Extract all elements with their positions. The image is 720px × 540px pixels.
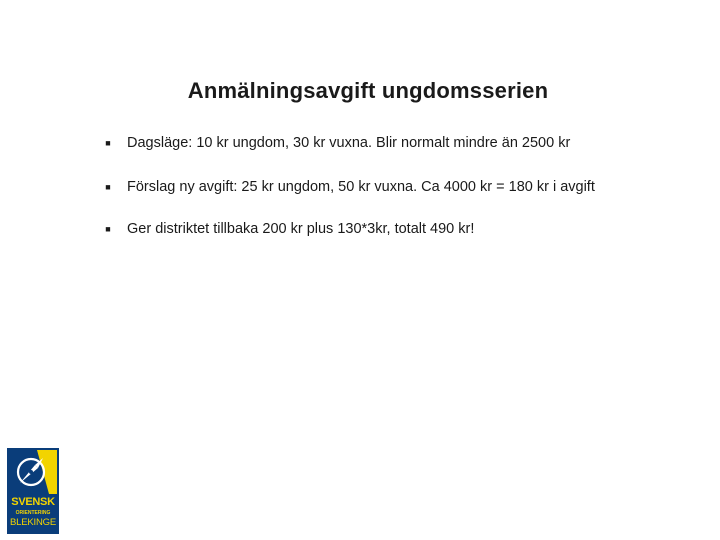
organization-logo [7,448,59,534]
bullet-marker: ■ [105,138,111,148]
compass-arrow-icon [7,448,59,496]
bullet-item [104,134,647,153]
logo-text-blekinge: BLEKINGE [10,517,56,528]
bullet-marker: ■ [105,224,111,234]
logo-text-svensk: SVENSK [11,496,55,508]
bullet-text: Förslag ny avgift: 25 kr ungdom, 50 kr vuxna. Ca 4000 kr = 180 kr i avgift [127,179,595,195]
bullet-item [104,178,647,197]
bullet-item [104,220,647,239]
slide-title: Anmälningsavgift ungdomsserien [187,78,549,103]
bullet-text: Ger distriktet tillbaka 200 kr plus 130*3kr, totalt 490 kr! [127,221,475,237]
bullet-text: Dagsläge: 10 kr ungdom, 30 kr vuxna. Blir normalt mindre än 2500 kr [127,135,571,151]
logo-text-orientering: ORIENTERING [15,510,51,516]
bullet-marker: ■ [105,182,111,192]
